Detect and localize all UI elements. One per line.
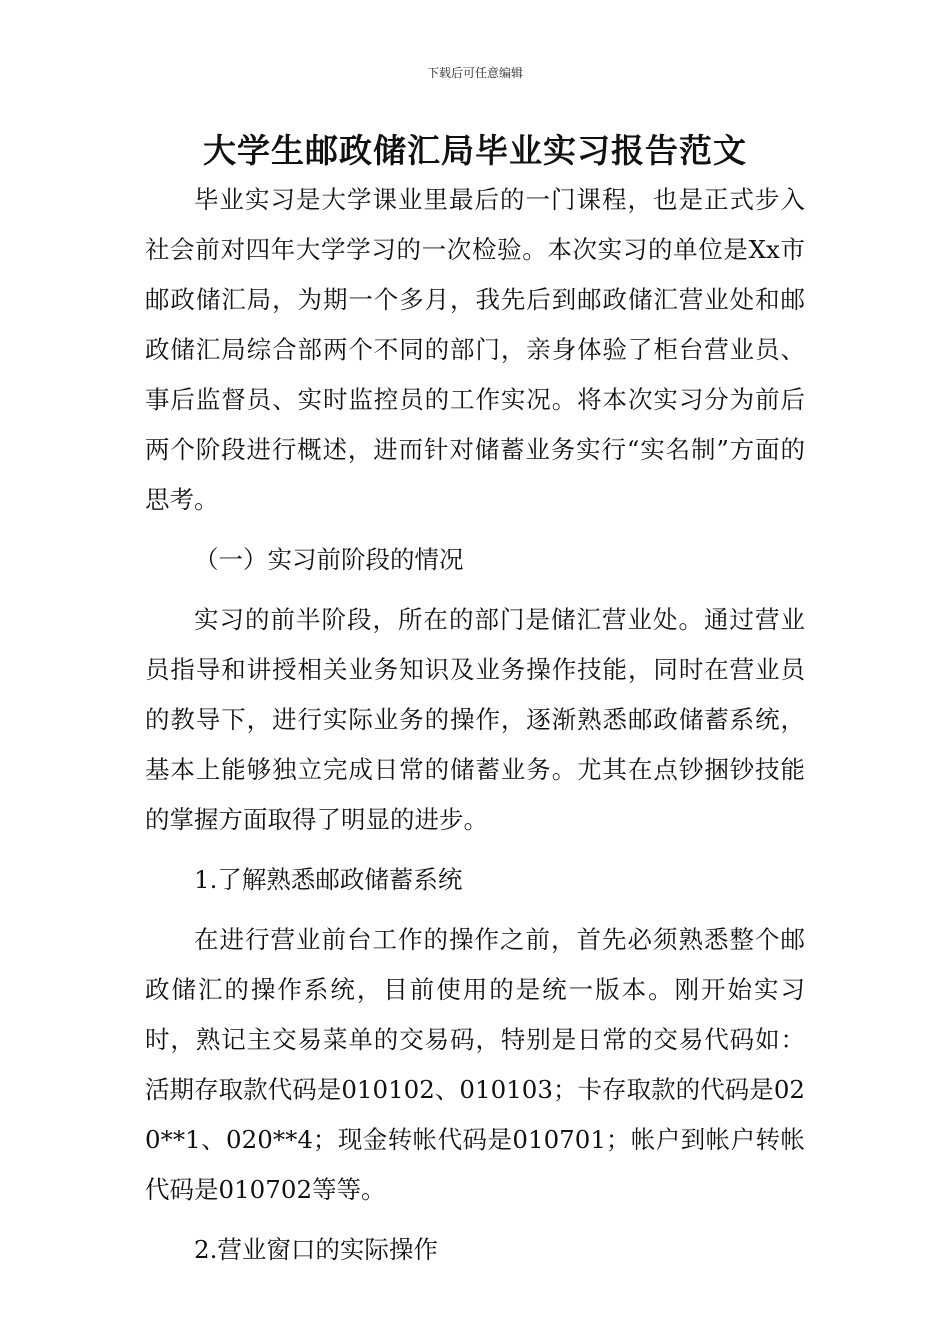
paragraph-system-codes: 在进行营业前台工作的操作之前，首先必须熟悉整个邮政储汇的操作系统，目前使用的是统一版本。刚开始实习时，熟记主交易菜单的交易码，特别是日常的交易代码如：活期存取款代码是010102、010103；卡存取款的代码是020**1、020**4；现金转帐代码是010701；帐户到帐户转帐代码是010702等等。 xyxy=(145,925,805,1204)
document-title: 大学生邮政储汇局毕业实习报告范文 xyxy=(203,131,747,170)
spacer xyxy=(145,1215,805,1225)
spacer xyxy=(145,525,805,535)
document-body xyxy=(145,175,805,1275)
spacer xyxy=(145,845,805,855)
header-note: 下载后可任意编辑 xyxy=(426,66,523,80)
spacer xyxy=(145,585,805,595)
paragraph-intro: 毕业实习是大学课业里最后的一门课程，也是正式步入社会前对四年大学学习的一次检验。本次实习的单位是Xx市邮政储汇局，为期一个多月，我先后到邮政储汇营业处和邮政储汇局综合部两个不同的部门，亲身体验了柜台营业员、事后监督员、实时监控员的工作实况。将本次实习分为前后两个阶段进行概述，进而针对储蓄业务实行“实名制”方面的思考。 xyxy=(145,185,805,514)
paragraph-first-stage: 实习的前半阶段，所在的部门是储汇营业处。通过营业员指导和讲授相关业务知识及业务操作技能，同时在营业员的教导下，进行实际业务的操作，逐渐熟悉邮政储蓄系统，基本上能够独立完成日常的储蓄业务。尤其在点钞捆钞技能的掌握方面取得了明显的进步。 xyxy=(145,605,805,834)
section-heading-pre-internship: （一）实习前阶段的情况 xyxy=(194,545,464,574)
spacer xyxy=(145,905,805,915)
subheading-window-operation: 2.营业窗口的实际操作 xyxy=(194,1235,438,1264)
subheading-system: 1.了解熟悉邮政储蓄系统 xyxy=(194,865,463,894)
